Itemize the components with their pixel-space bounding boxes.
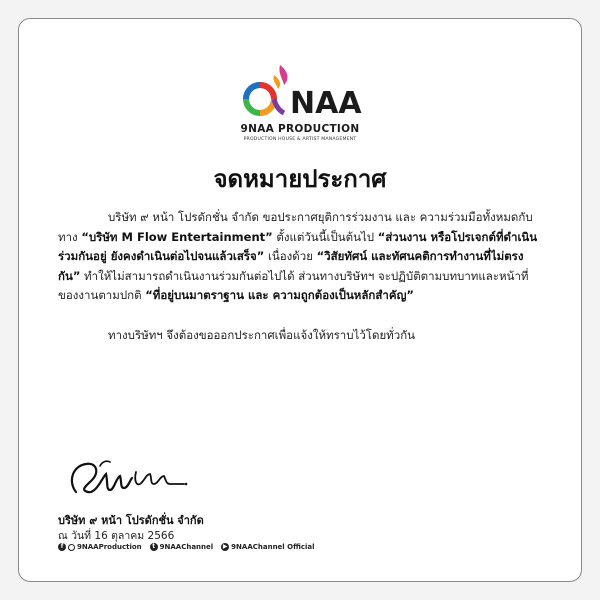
body-paragraph-2: ทางบริษัทฯ จึงต้องขอออกประกาศเพื่อแจ้งให้ทราบไว้โดยทั่วกัน [108, 327, 416, 342]
page-title: จดหมายประกาศ [213, 165, 387, 193]
9naa-logo-graphic [230, 61, 370, 123]
social-links [58, 543, 323, 551]
logo-brand-name: 9NAA PRODUCTION [240, 123, 360, 135]
body-paragraph-1 [58, 208, 544, 306]
signoff-company: บริษัท ๙ หน้า โปรดักชั่น จำกัด [58, 514, 204, 527]
logo-wordmark: NAA [290, 86, 362, 121]
p1-text-4: ทำให้ไม่สามารถดำเนินงานร่วมกันต่อไปได้ ส่วนทางบริษัทฯ จะปฏิบัติตามบทบาทและหน้าที่ของงานตามปกติ [58, 268, 529, 302]
p1-text-3: เนื่องด้วย [264, 249, 317, 263]
social-twitter[interactable] [150, 543, 214, 551]
company-logo [19, 61, 581, 149]
youtube-icon: ▶ [222, 543, 228, 550]
p1-bold-vision: “วิสัยทัศน์ และทัศนคติการทำงานที่ไม่ตรงกัน” [58, 249, 524, 283]
p1-bold-standards: “ที่อยู่บนมาตราฐาน และ ความถูกต้องเป็นหลักสำคัญ” [145, 288, 414, 302]
signature-image [66, 448, 196, 510]
facebook-icon: f [58, 543, 66, 551]
signoff-date: ณ วันที่ 16 ตุลาคม 2566 [58, 530, 175, 542]
instagram-icon [68, 544, 75, 551]
twitter-icon: t [150, 543, 158, 551]
p1-bold-company: “บริษัท M Flow Entertainment” [81, 229, 273, 244]
announcement-body [58, 208, 544, 345]
social-facebook-instagram[interactable] [58, 543, 142, 551]
social-youtube[interactable] [221, 543, 314, 551]
social-handle: 9NAAProduction [77, 543, 142, 551]
p1-bold-ongoing-projects: “ส่วนงาน หรือโปรเจกต์ที่ดำเนินร่วมกันอยู่ ยังคงดำเนินต่อไปจนแล้วเสร็จ” [58, 229, 538, 263]
social-handle: 9NAAChannel Official [231, 543, 315, 551]
p1-text-1: บริษัท ๙ หน้า โปรดักชั่น จำกัด ขอประกาศยุติการร่วมงาน และ ความร่วมมือทั้งหมดกับทาง [58, 210, 533, 244]
logo-tagline: PRODUCTION HOUSE & ARTIST MANAGEMENT [243, 137, 357, 142]
social-handle: 9NAAChannel [159, 543, 214, 551]
p1-text-2: ตั้งแต่วันนี้เป็นต้นไป [272, 229, 378, 244]
